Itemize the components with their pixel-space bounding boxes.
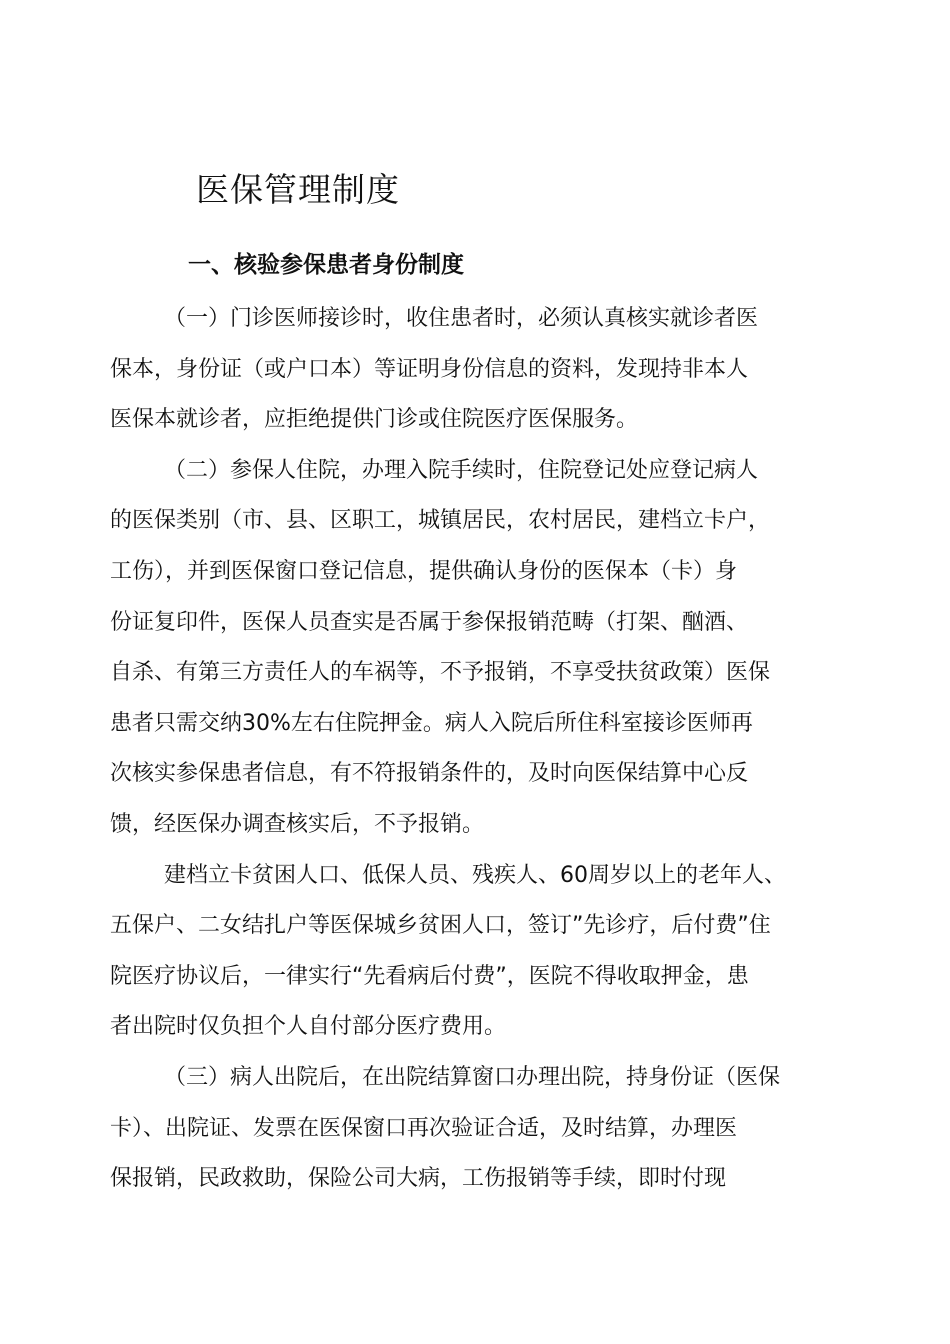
text-line: （三）病人出院后，在出院结算窗口办理出院，持身份证（医保 — [164, 1064, 781, 1090]
text-line: 医保本就诊者，应拒绝提供门诊或住院医疗医保服务。 — [110, 407, 639, 433]
text-line: 的医保类别（市、县、区职工，城镇居民，农村居民，建档立卡户， — [110, 508, 771, 534]
text-line: 保本，身份证（或户口本）等证明身份信息的资料，发现持非本人 — [110, 356, 749, 382]
document-body — [110, 294, 840, 1205]
text-line: 馈，经医保办调查核实后，不予报销。 — [110, 811, 485, 837]
text-line: 自杀、有第三方责任人的车祸等，不予报销，不享受扶贫政策）医保 — [110, 660, 771, 686]
text-line: 院医疗协议后，一律实行“先看病后付费”，医院不得收取押金，患 — [110, 963, 749, 989]
text-line: 者出院时仅负担个人自付部分医疗费用。 — [110, 1014, 507, 1040]
text-line: （一）门诊医师接诊时，收住患者时，必须认真核实就诊者医 — [164, 306, 759, 331]
text-line: 次核实参保患者信息，有不符报销条件的，及时向医保结算中心反 — [110, 761, 749, 787]
text-line: 建档立卡贫困人口、低保人员、残疾人、60周岁以上的老年人、 — [164, 862, 786, 888]
text-line: 工伤），并到医保窗口登记信息，提供确认身份的医保本（卡）身 — [110, 558, 738, 584]
text-line: 卡）、出院证、发票在医保窗口再次验证合适，及时结算，办理医 — [110, 1115, 738, 1141]
text-line: 五保户、二女结扎户等医保城乡贫困人口，签订”先诊疗，后付费”住 — [110, 913, 771, 939]
text-line: 保报销，民政救助，保险公司大病，工伤报销等手续，即时付现 — [110, 1166, 727, 1192]
text-line: （二）参保人住院，办理入院手续时，住院登记处应登记病人 — [164, 457, 759, 483]
text-line: 患者只需交纳30%左右住院押金。病人入院后所住科室接诊医师再 — [110, 710, 753, 736]
section-heading: 一、核验参保患者身份制度 — [188, 252, 464, 278]
text-line: 份证复印件，医保人员查实是否属于参保报销范畴（打架、酗酒、 — [110, 609, 749, 635]
document-title: 医保管理制度 — [196, 170, 400, 209]
